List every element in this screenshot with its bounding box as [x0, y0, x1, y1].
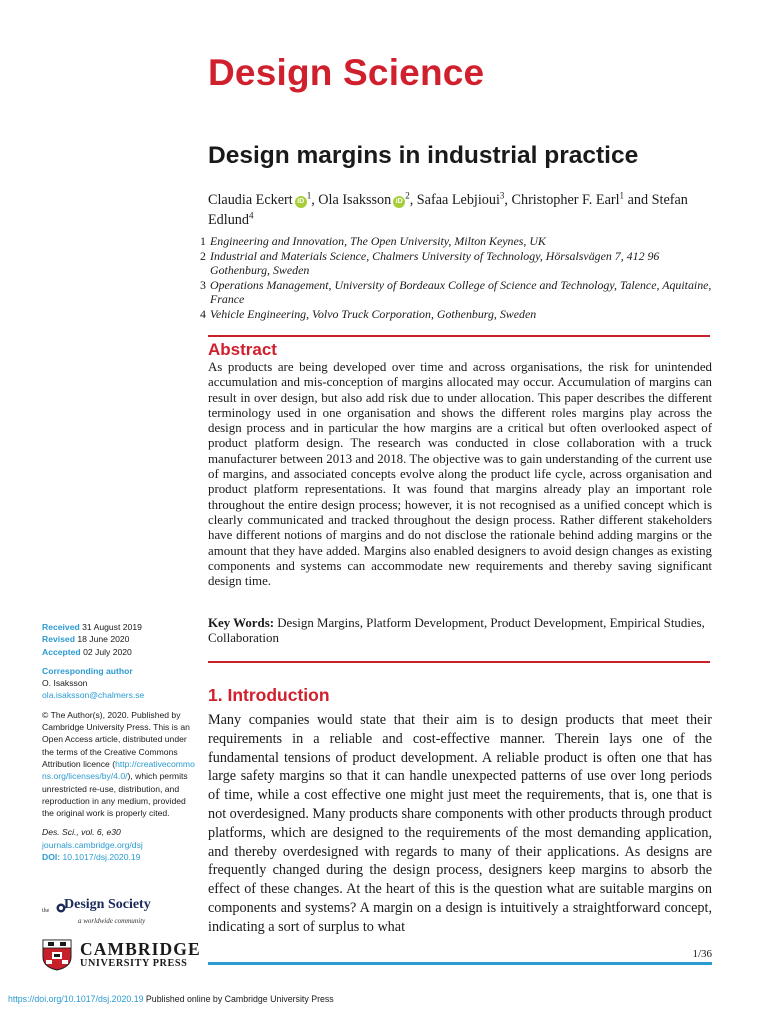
license-statement: © The Author(s), 2020. Published by Cambridge University Press. This is an Open Access article, distributed under the terms of the Creative Commons Attribution licence (http://creativecommons.org/licenses/by/4.0/), which permits unrestricted re-use, distribution, and reproduction in any medium, provided the original work is properly cited.	[42, 709, 195, 819]
author-affiliation-marker: 3	[499, 190, 505, 201]
author-list	[208, 190, 708, 230]
affiliation-item	[200, 249, 714, 278]
footer-doi-link[interactable]: https://doi.org/10.1017/dsj.2020.19	[8, 994, 144, 1004]
affiliation-item	[200, 278, 714, 307]
author-name: Ola Isaksson	[318, 192, 392, 208]
received-date: Received 31 August 2019	[42, 622, 142, 632]
page-number: 1/36	[692, 948, 712, 960]
journal-title: Design Science	[208, 52, 485, 93]
revised-date: Revised 18 June 2020	[42, 634, 130, 645]
orcid-icon[interactable]: iD	[393, 196, 405, 208]
keywords-label: Key Words:	[208, 616, 275, 630]
corresponding-author-label: Corresponding author	[42, 665, 133, 676]
citation-info	[42, 826, 202, 863]
cambridge-crest-icon	[42, 939, 72, 971]
affiliation-item	[200, 234, 714, 249]
author-separator: and	[624, 192, 652, 208]
corresponding-author-email[interactable]: ola.isaksson@chalmers.se	[42, 690, 145, 701]
affiliation-text: Vehicle Engineering, Volvo Truck Corporation, Gothenburg, Sweden	[210, 306, 537, 321]
section-divider	[208, 661, 710, 663]
footer-published-note: Published online by Cambridge University Press	[143, 994, 334, 1004]
paper-title: Design margins in industrial practice	[208, 142, 639, 169]
author-separator: ,	[504, 192, 512, 208]
affiliation-number: 4	[200, 306, 206, 321]
article-info-sidebar	[42, 621, 202, 870]
doi: DOI: 10.1017/dsj.2020.19	[42, 852, 141, 863]
doi-link[interactable]: 10.1017/dsj.2020.19	[62, 852, 141, 863]
affiliation-number: 2	[200, 248, 206, 263]
affiliation-number: 1	[200, 234, 206, 248]
page-footer	[8, 994, 334, 1004]
corresponding-author	[42, 665, 202, 702]
affiliation-text: Engineering and Innovation, The Open University, Milton Keynes, UK	[210, 234, 546, 248]
author-name: Christopher F. Earl	[511, 192, 620, 208]
author-affiliation-marker: 1	[619, 190, 625, 201]
keywords-list: Design Margins, Platform Development, Product Development, Empirical Studies, Collaboration	[208, 616, 705, 646]
author-affiliation-marker: 4	[248, 210, 254, 221]
affiliation-list	[200, 234, 714, 321]
article-dates	[42, 621, 202, 658]
author-name: Safaa Lebjioui	[416, 192, 500, 208]
corresponding-author-name: O. Isaksson	[42, 678, 88, 689]
author-separator: ,	[409, 192, 417, 208]
introduction-heading: 1. Introduction	[208, 685, 330, 705]
footer-bar	[208, 962, 712, 965]
orcid-icon[interactable]: iD	[295, 196, 307, 208]
author-name: Claudia Eckert	[208, 192, 293, 208]
keywords	[208, 616, 712, 647]
journal-url[interactable]: journals.cambridge.org/dsj	[42, 839, 143, 850]
section-divider	[208, 335, 710, 337]
cambridge-university-press-logo: CAMBRIDGE UNIVERSITY PRESS	[42, 939, 202, 973]
author-name: Stefan Edlund	[208, 192, 688, 228]
affiliation-item	[200, 307, 714, 322]
design-society-logo: the Design Society a worldwide community	[42, 897, 151, 925]
journal-citation: Des. Sci., vol. 6, e30	[42, 827, 121, 838]
author-separator: ,	[311, 192, 319, 208]
license-link[interactable]: http://creativecommons.org/licenses/by/4.0/	[42, 758, 195, 782]
introduction-text: Many companies would state that their aim is to design products that meet their requirements in a reliable and cost-effective manner. Therein lays one of the fundamental tensions of product development. A reliable product is often one that has large safety margins so that it can handle unexpected patterns of use over long periods of time, while a cost effective one might just meet the requirements, that is, one that is not overdesigned. Many products share components with other products through product platforms, which are designed to the requirements of the most demanding application, and thereby overdesigned with regards to many of their applications. As designs are frequently changed during the design process, designers keep margins to absorb the effect of these changes. At the heart of this is the question what are suitable margins on components and systems? A margin on a design is intuitively a straightforward concept, indicating a sort of surplus to what	[208, 712, 712, 935]
affiliation-text: Industrial and Materials Science, Chalmers University of Technology, Hörsalsvägen 7, 412 96 Gothenburg, Sweden	[210, 248, 660, 277]
author-affiliation-marker: 2	[405, 190, 410, 201]
abstract-heading: Abstract	[208, 340, 277, 359]
accepted-date: Accepted 02 July 2020	[42, 646, 132, 657]
affiliation-text: Operations Management, University of Bordeaux College of Science and Technology, Talence, Aquitaine, France	[210, 277, 712, 306]
abstract-text: As products are being developed over time and across organisations, the risk for unintended accumulation and mis-conception of margins allocated may occur. Accumulation of margins can result in over design, but also add risk due to under allocation. This paper describes the different terminology used in one organisation and shows the different roles margins play across the design process and in particular the how margins are a critical but often overlooked aspect of product platform design. The research was conducted in close collaboration with a truck manufacturer between 2013 and 2018. The objective was to gain understanding of the current use of margins, and associated concepts evolve along the product life cycle, across organisation and product platform representations. It was found that margins already play an important role throughout the entire design process; however, it is not recognised as a unified concept which is clearly communicated and tracked throughout the design process. Rather different stakeholders have different notions of margins and do not disclose the rationale behind adding margins or the amount that they have added. Margins also enabled designers to avoid design changes as existing components and systems can accommodate new requirements and thereby saving significant design time.	[208, 360, 712, 589]
affiliation-number: 3	[200, 277, 206, 292]
author-affiliation-marker: 1	[306, 190, 312, 201]
